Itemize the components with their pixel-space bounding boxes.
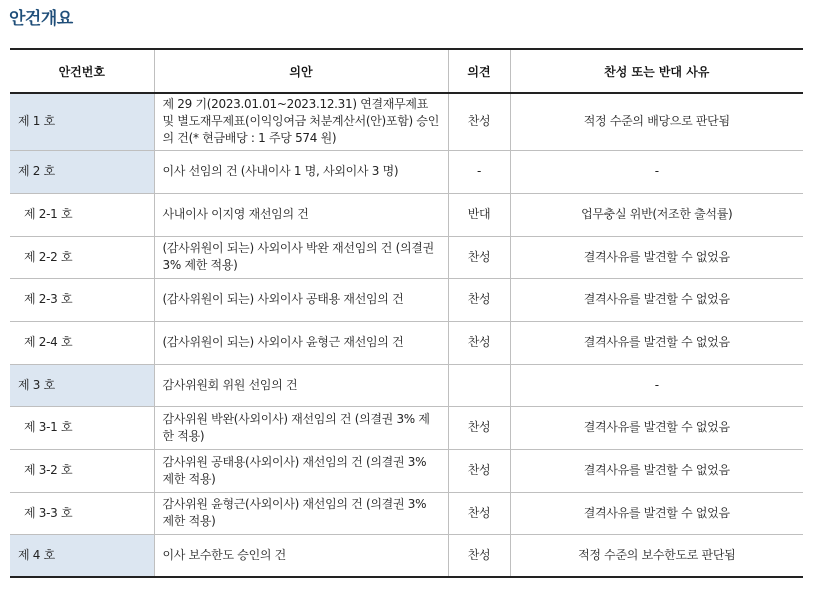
opinion: 찬성 bbox=[448, 449, 510, 492]
agenda-number: 제 1 호 bbox=[10, 93, 154, 150]
agenda-number: 제 4 호 bbox=[10, 534, 154, 577]
opinion: - bbox=[448, 150, 510, 193]
section-title: 안건개요 bbox=[9, 9, 73, 29]
agenda-number: 제 2 호 bbox=[10, 150, 154, 193]
opinion: 찬성 bbox=[448, 93, 510, 150]
header-agenda: 의안 bbox=[154, 49, 448, 93]
agenda-table bbox=[10, 48, 803, 578]
agenda-number: 제 3 호 bbox=[10, 364, 154, 406]
reason: 결격사유를 발견할 수 없었음 bbox=[510, 278, 803, 321]
agenda-item: (감사위원이 되는) 사외이사 박완 재선임의 건 (의결권 3% 제한 적용) bbox=[154, 236, 448, 278]
reason: - bbox=[510, 150, 803, 193]
opinion bbox=[448, 364, 510, 406]
header-opinion: 의견 bbox=[448, 49, 510, 93]
table-row bbox=[10, 449, 803, 492]
agenda-item: 감사위원 공태용(사외이사) 재선임의 건 (의결권 3% 제한 적용) bbox=[154, 449, 448, 492]
table-row bbox=[10, 236, 803, 278]
table-row bbox=[10, 150, 803, 193]
agenda-item: 감사위원회 위원 선임의 건 bbox=[154, 364, 448, 406]
agenda-number: 제 2-3 호 bbox=[10, 278, 154, 321]
header-reason: 찬성 또는 반대 사유 bbox=[510, 49, 803, 93]
reason: 결격사유를 발견할 수 없었음 bbox=[510, 321, 803, 364]
opinion: 찬성 bbox=[448, 278, 510, 321]
table-row bbox=[10, 93, 803, 150]
opinion: 반대 bbox=[448, 193, 510, 236]
agenda-item: 이사 선임의 건 (사내이사 1 명, 사외이사 3 명) bbox=[154, 150, 448, 193]
reason: 결격사유를 발견할 수 없었음 bbox=[510, 236, 803, 278]
reason: 결격사유를 발견할 수 없었음 bbox=[510, 492, 803, 534]
agenda-number: 제 2-1 호 bbox=[10, 193, 154, 236]
table-row bbox=[10, 364, 803, 406]
opinion: 찬성 bbox=[448, 534, 510, 577]
table-row bbox=[10, 193, 803, 236]
opinion: 찬성 bbox=[448, 406, 510, 449]
agenda-item: 제 29 기(2023.01.01~2023.12.31) 연결재무제표 및 별도재무제표(이익잉여금 처분계산서(안)포함) 승인의 건(* 현금배당 : 1 주당 574 원) bbox=[154, 93, 448, 150]
table-row bbox=[10, 321, 803, 364]
agenda-number: 제 2-4 호 bbox=[10, 321, 154, 364]
agenda-item: (감사위원이 되는) 사외이사 공태용 재선임의 건 bbox=[154, 278, 448, 321]
reason: 결격사유를 발견할 수 없었음 bbox=[510, 449, 803, 492]
agenda-number: 제 3-2 호 bbox=[10, 449, 154, 492]
reason: - bbox=[510, 364, 803, 406]
agenda-item: 감사위원 박완(사외이사) 재선임의 건 (의결권 3% 제한 적용) bbox=[154, 406, 448, 449]
reason: 적정 수준의 배당으로 판단됨 bbox=[510, 93, 803, 150]
table-header-row bbox=[10, 49, 803, 93]
opinion: 찬성 bbox=[448, 492, 510, 534]
opinion: 찬성 bbox=[448, 236, 510, 278]
reason: 적정 수준의 보수한도로 판단됨 bbox=[510, 534, 803, 577]
opinion: 찬성 bbox=[448, 321, 510, 364]
reason: 결격사유를 발견할 수 없었음 bbox=[510, 406, 803, 449]
agenda-item: (감사위원이 되는) 사외이사 윤형근 재선임의 건 bbox=[154, 321, 448, 364]
table-row bbox=[10, 406, 803, 449]
agenda-number: 제 3-3 호 bbox=[10, 492, 154, 534]
agenda-number: 제 2-2 호 bbox=[10, 236, 154, 278]
agenda-number: 제 3-1 호 bbox=[10, 406, 154, 449]
agenda-item: 사내이사 이지영 재선임의 건 bbox=[154, 193, 448, 236]
reason: 업무충실 위반(저조한 출석률) bbox=[510, 193, 803, 236]
agenda-item: 감사위원 윤형근(사외이사) 재선임의 건 (의결권 3% 제한 적용) bbox=[154, 492, 448, 534]
table-row bbox=[10, 492, 803, 534]
table-row bbox=[10, 278, 803, 321]
table-row bbox=[10, 534, 803, 577]
agenda-item: 이사 보수한도 승인의 건 bbox=[154, 534, 448, 577]
header-agenda-number: 안건번호 bbox=[10, 49, 154, 93]
